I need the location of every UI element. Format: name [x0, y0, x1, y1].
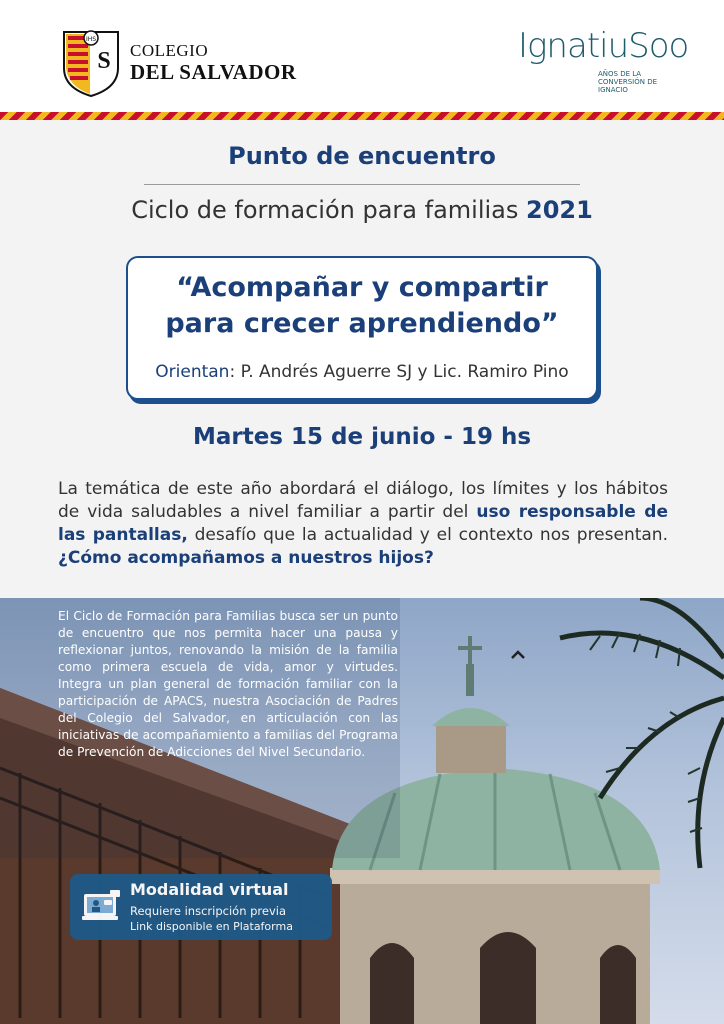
ignatius-logo [518, 26, 689, 106]
subtitle-year: 2021 [526, 196, 593, 224]
decorative-stripe [0, 112, 724, 120]
svg-text:S: S [97, 48, 111, 74]
subtitle-text: Ciclo de formación para familias [131, 196, 519, 224]
ignatius-subtitle: AÑOS DE LA CONVERSIÓN DE IGNACIO [598, 70, 658, 94]
event-date: Martes 15 de junio - 19 hs [192, 424, 532, 450]
ignatius-word: IgnatiuS [518, 26, 649, 66]
title-divider [144, 184, 580, 185]
ignatius-number: oo [648, 26, 689, 66]
school-name [130, 42, 296, 84]
description-question: ¿Cómo acompañamos a nuestros hijos? [58, 548, 434, 568]
page-title: Punto de encuentro [228, 142, 496, 170]
shield-text: IHS [85, 36, 97, 43]
page-subtitle [0, 196, 724, 224]
computer-meeting-icon [82, 886, 122, 926]
school-logo [62, 28, 296, 98]
quote-text [128, 270, 596, 342]
quote-line1: “Acompañar y compartir [176, 272, 548, 303]
school-shield-icon [62, 28, 120, 98]
speakers [128, 362, 596, 382]
header [0, 0, 724, 112]
ignatius-wordmark [518, 26, 688, 66]
quote-box [126, 256, 598, 400]
virtual-link-info: Link disponible en Plataforma [130, 920, 293, 933]
virtual-title: Modalidad virtual [130, 880, 289, 899]
description [58, 478, 668, 570]
virtual-registration: Requiere inscripción previa [130, 904, 287, 918]
description-part2: desafío que la actualidad y el contexto nos presentan. [187, 525, 668, 545]
quote-line2: para crecer aprendiendo” [165, 308, 559, 339]
speakers-names: : P. Andrés Aguerre SJ y Lic. Ramiro Pino [229, 362, 569, 382]
virtual-modality-box [70, 874, 332, 940]
body-text: El Ciclo de Formación para Familias busca ser un punto de encuentro que nos permita hacer una pausa y reflexionar juntos, renovando la misión de la familia como primera escuela de vida, amor y virtudes. Integra un plan general de formación familiar con la participación de APACS, nuestra Asociación de Padres del Colegio del Salvador, en articulación con las iniciativas de acompañamiento a familias del Programa de Prevención de Adicciones del Nivel Secundario. [58, 609, 398, 759]
speakers-label: Orientan [155, 362, 230, 382]
school-name-line2: DEL SALVADOR [130, 60, 297, 84]
school-name-line1: COLEGIO [130, 41, 209, 60]
description-highlight: uso responsable de las pantallas, [58, 502, 668, 545]
description-part1: La temática de este año abordará el diálogo, los límites y los hábitos de vida saludables a nivel familiar a partir del [58, 479, 668, 522]
